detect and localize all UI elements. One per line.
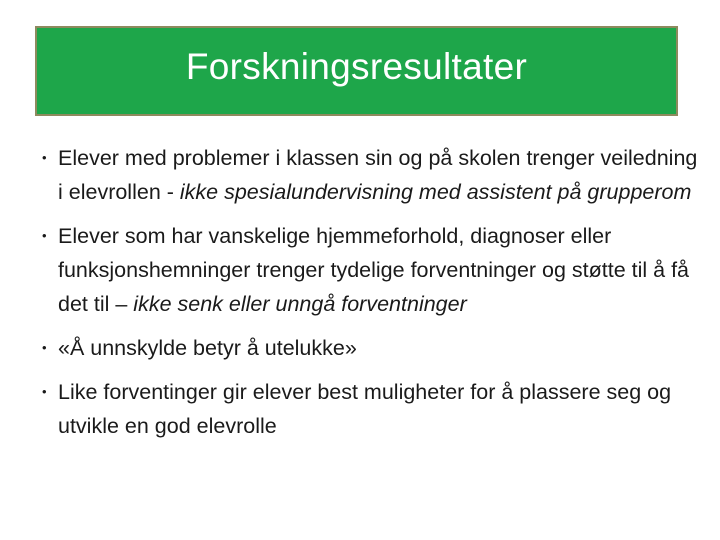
bullet-item: [42, 375, 702, 443]
title-banner: [35, 26, 678, 116]
bullet-dot-icon: •: [42, 340, 47, 355]
bullet-emphasis: ikke spesialundervisning med assistent på grupperom: [179, 180, 692, 204]
bullet-dot-icon: •: [42, 384, 47, 399]
bullet-dot-icon: •: [42, 150, 47, 165]
bullet-item: [42, 331, 702, 365]
slide-title: Forskningsresultater: [185, 46, 528, 87]
bullet-text: Elever som har vanskelige hjemmeforhold, diagnoser eller funksjonshemninger trenger tydelige forventninger og støtte til å få det til – ikke senk eller unngå forventninger: [58, 224, 690, 316]
bullet-text: Elever med problemer i klassen sin og på skolen trenger veiledning i elevrollen - ikke spesialundervisning med assistent på grupperom: [58, 146, 698, 204]
bullet-list: [42, 141, 702, 453]
bullet-item: [42, 141, 702, 209]
bullet-emphasis: ikke senk eller unngå forventninger: [133, 292, 467, 316]
bullet-item: [42, 219, 702, 321]
bullet-dot-icon: •: [42, 228, 47, 243]
bullet-text: Like forventinger gir elever best muligheter for å plassere seg og utvikle en god elevrolle: [58, 380, 672, 438]
bullet-text: «Å unnskylde betyr å utelukke»: [58, 336, 357, 360]
